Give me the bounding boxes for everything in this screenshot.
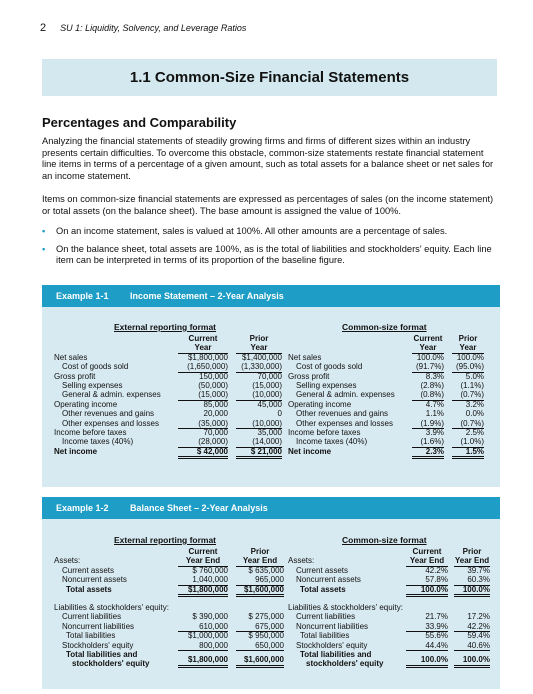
page-header (40, 22, 246, 34)
statement-row (288, 641, 492, 650)
current-value: 100.0% (406, 585, 448, 597)
statement-row (54, 603, 284, 612)
cs-balance-sheet: Current Prior Assets: Year End Year End Current assets 42.2% 39.7% Noncurrent assets 57.8% 60.3% Total assets 100.0% 100.0% Liabilities & stockholders' equity: Current liabilities 21.7% 17.2% Noncurrent liabilities 33.9% 42.2% Total liabilities 55.6% 59.4% Stockholders' equity 44.4% 40.6% Total liabilities and stockholders' equity 100.0% 100.0% (288, 547, 490, 669)
prior-value: $ 950,000 (248, 631, 284, 641)
page-number: 2 (40, 22, 47, 34)
page-title: 1.1 Common-Size Financial Statements (42, 59, 497, 96)
statement-row (54, 409, 282, 418)
row-label: Gross profit (288, 371, 330, 381)
row-label: Income before taxes (54, 427, 127, 437)
current-value: 21.7% (425, 612, 448, 622)
statement-row (288, 372, 488, 381)
statement-row (288, 585, 492, 594)
example-1-title: Income Statement – 2-Year Analysis (130, 291, 284, 301)
bullet-list (42, 226, 500, 273)
row-label: Total assets (66, 584, 112, 594)
current-percent: (2.8%) (420, 380, 444, 390)
prior-percent: 3.2% (465, 399, 484, 409)
bullet-icon: • (42, 243, 46, 254)
row-label: Operating income (54, 399, 118, 409)
statement-row (288, 447, 488, 456)
row-label: Income taxes (40%) (62, 437, 134, 447)
prior-value: 17.2% (467, 612, 490, 622)
current-percent: 3.9% (425, 427, 444, 437)
row-label: Noncurrent assets (62, 575, 127, 585)
prior-value: (15,000) (252, 380, 282, 390)
prior-value: (10,000) (236, 419, 282, 429)
prior-value: 100.0% (454, 585, 490, 597)
prior-percent: (0.7%) (452, 390, 484, 400)
example-1-box (42, 307, 500, 487)
prior-percent: (1.0%) (452, 437, 484, 447)
current-value: $ 390,000 (192, 612, 228, 622)
prior-percent: (0.7%) (452, 419, 484, 429)
statement-row (54, 428, 282, 437)
current-value: (35,000) (178, 419, 228, 429)
statement-row (288, 631, 492, 640)
bullet-item (42, 226, 500, 238)
statement-row (288, 603, 492, 612)
prior-value: 650,000 (236, 641, 284, 651)
prior-value: (10,000) (236, 390, 282, 400)
row-label: Stockholders' equity (62, 640, 134, 650)
spacer (288, 594, 492, 603)
current-value: (15,000) (178, 390, 228, 400)
prior-value: 39.7% (467, 565, 490, 575)
statement-row (288, 390, 488, 399)
row-label: Current assets (296, 565, 349, 575)
row-label: Total liabilities (300, 631, 350, 641)
prior-value: $1,400,000 (241, 352, 282, 362)
current-value: 20,000 (203, 409, 228, 419)
row-label: Other revenues and gains (62, 409, 155, 419)
current-value: $ 760,000 (192, 565, 228, 575)
cs-format-title: Common-size format (342, 322, 427, 332)
prior-value: 965,000 (236, 575, 284, 585)
example-2-title: Balance Sheet – 2-Year Analysis (130, 503, 268, 513)
current-value: 1,040,000 (178, 575, 228, 585)
paragraph-2: Items on common-size financial statements are expressed as percentages of sales (on the income statement) or total assets (on the balance sheet). The base amount is assigned the value of 100%. (42, 194, 494, 216)
statement-row (288, 419, 488, 428)
statement-row (288, 400, 488, 409)
ext-balance-sheet: Current Prior Assets: Year End Year End Current assets $ 760,000 $ 635,000 Noncurrent assets 1,040,000 965,000 Total assets $1,800,000 $1,600,000 Liabilities & stockholders' equity: Current liabilities $ 390,000 $ 275,000 Noncurrent liabilities 610,000 675,000 Total liabilities $1,000,000 $ 950,000 Stockholders' equity 800,000 650,000 Total liabilities and stockholders' equity $1,800,000 $1,600,000 (54, 547, 284, 669)
row-label: Net sales (288, 352, 322, 362)
current-percent: 2.3% (412, 447, 444, 459)
prior-value: 35,000 (257, 427, 282, 437)
prior-value: (14,000) (236, 437, 282, 447)
statement-row (54, 381, 282, 390)
current-percent: 8.3% (425, 371, 444, 381)
row-label: Operating income (288, 399, 352, 409)
statement-row (54, 390, 282, 399)
current-value: $1,800,000 (187, 352, 228, 362)
current-percent: 4.7% (425, 399, 444, 409)
statement-row (288, 409, 488, 418)
statement-row (54, 566, 284, 575)
section-label: Liabilities & stockholders' equity: (54, 602, 169, 612)
statement-row (288, 575, 492, 584)
section-label: Liabilities & stockholders' equity: (288, 602, 403, 612)
bullet-text: On the balance sheet, total assets are 100%, as is the total of liabilities and stockholders' equity. Each line item can be interpreted in terms of its proportion of the baseline figure. (56, 243, 492, 265)
row-label: Selling expenses (62, 380, 123, 390)
row-label: Total liabilities and (300, 649, 372, 659)
row-label: Cost of goods sold (62, 362, 129, 372)
statement-row (54, 362, 282, 371)
row-label: Net income (54, 446, 98, 456)
prior-value: 675,000 (236, 622, 284, 632)
bullet-text: On an income statement, sales is valued at 100%. All other amounts are a percentage of sales. (56, 226, 448, 236)
example-2-label: Example 1-2 (56, 503, 109, 513)
cs-format-title: Common-size format (342, 535, 427, 545)
statement-row (288, 622, 492, 631)
statement-row (54, 622, 284, 631)
row-label: General & admin. expenses (296, 390, 395, 400)
statement-row (288, 362, 488, 371)
current-percent: (0.8%) (412, 390, 444, 400)
prior-value: 100.0% (454, 655, 490, 667)
row-label: Total assets (300, 584, 346, 594)
statement-row (288, 428, 488, 437)
row-label: General & admin. expenses (62, 390, 161, 400)
row-label: Noncurrent assets (296, 575, 361, 585)
row-label: Current liabilities (296, 612, 356, 622)
statement-row (54, 641, 284, 650)
example-2-header (42, 497, 500, 519)
statement-row (288, 381, 488, 390)
prior-value: (1,330,000) (236, 362, 282, 372)
prior-value: 42.2% (454, 622, 490, 632)
current-value: 800,000 (178, 641, 228, 651)
current-value: 610,000 (178, 622, 228, 632)
statement-row (54, 612, 284, 621)
current-value: 33.9% (406, 622, 448, 632)
current-percent: 1.1% (425, 409, 444, 419)
statement-row (288, 566, 492, 575)
row-label: Noncurrent liabilities (62, 621, 135, 631)
row-label: Gross profit (54, 371, 96, 381)
row-label: Noncurrent liabilities (296, 621, 369, 631)
prior-value: $1,600,000 (236, 655, 284, 667)
current-value: 100.0% (406, 655, 448, 667)
bullet-icon: • (42, 226, 46, 236)
statement-row (54, 353, 282, 362)
cs-income-statement: Current Prior Year Year Net sales 100.0% 100.0% Cost of goods sold (91.7%) (95.0%) Gross profit 8.3% 5.0% Selling expenses (2.8%) (1.1%) General & admin. expenses (0.8%) (0.7%) Operating income 4.7% 3.2% Other revenues and gains 1.1% 0.0% Other expenses and losses (1.9%) (0.7%) Income before taxes 3.9% 2.5% Income taxes (40%) (1.6%) (1.0%) Net income 2.3% 1.5% (288, 334, 488, 456)
statement-row (288, 655, 492, 669)
current-value: $ 42,000 (178, 447, 228, 459)
prior-value: $ 275,000 (248, 612, 284, 622)
current-value: 44.4% (406, 641, 448, 651)
row-label: Selling expenses (296, 380, 357, 390)
statement-row (288, 437, 488, 446)
statement-row (54, 585, 284, 594)
prior-value: $ 635,000 (248, 565, 284, 575)
ext-income-statement: Current Prior Year Year Net sales $1,800,000 $1,400,000 Cost of goods sold (1,650,000) (1,330,000) Gross profit 150,000 70,000 Selling expenses (50,000) (15,000) General & admin. expenses (15,000) (10,000) Operating income 85,000 45,000 Other revenues and gains 20,000 0 Other expenses and losses (35,000) (10,000) Income before taxes 70,000 35,000 Income taxes (40%) (28,000) (14,000) Net income $ 42,000 $ 21,000 (54, 334, 282, 456)
statement-row (54, 419, 282, 428)
current-value: 55.6% (425, 631, 448, 641)
prior-value: 59.4% (467, 631, 490, 641)
row-label: Other expenses and losses (296, 418, 393, 428)
statement-row (54, 400, 282, 409)
current-value: 85,000 (203, 399, 228, 409)
current-percent: 100.0% (416, 352, 444, 362)
prior-percent: 0.0% (465, 409, 484, 419)
statement-row (54, 372, 282, 381)
prior-value: 0 (277, 409, 282, 419)
prior-value: $1,600,000 (236, 585, 284, 597)
prior-value: 40.6% (454, 641, 490, 651)
row-label: Current assets (62, 565, 115, 575)
statement-row (54, 655, 284, 669)
row-label: Total liabilities (66, 631, 116, 641)
statement-row (54, 447, 282, 456)
row-label: Income taxes (40%) (296, 437, 368, 447)
current-value: 150,000 (199, 371, 228, 381)
prior-percent: 5.0% (465, 371, 484, 381)
running-title: SU 1: Liquidity, Solvency, and Leverage Ratios (60, 23, 247, 33)
current-percent: (1.9%) (412, 419, 444, 429)
prior-percent: (95.0%) (452, 362, 484, 372)
prior-percent: 100.0% (456, 352, 484, 362)
current-value: (50,000) (198, 380, 228, 390)
prior-percent: 2.5% (465, 427, 484, 437)
statement-row (54, 575, 284, 584)
example-1-label: Example 1-1 (56, 291, 109, 301)
prior-value: 45,000 (257, 399, 282, 409)
current-value: (28,000) (178, 437, 228, 447)
current-value: 70,000 (203, 427, 228, 437)
row-label: Other expenses and losses (62, 418, 159, 428)
current-value: (1,650,000) (178, 362, 228, 372)
statement-row (54, 631, 284, 640)
prior-value: $ 21,000 (236, 447, 282, 459)
statement-row (54, 437, 282, 446)
example-2-box (42, 519, 500, 689)
current-percent: (91.7%) (412, 362, 444, 372)
row-label: Net sales (54, 352, 88, 362)
current-value: $1,000,000 (187, 631, 228, 641)
row-label: stockholders' equity (72, 659, 150, 669)
statement-row (288, 353, 488, 362)
spacer (54, 594, 284, 603)
prior-value: 70,000 (257, 371, 282, 381)
example-1-header (42, 285, 500, 307)
prior-value: 60.3% (454, 575, 490, 585)
prior-percent: 1.5% (452, 447, 484, 459)
current-value: $1,800,000 (178, 585, 228, 597)
current-value: $1,800,000 (178, 655, 228, 667)
current-percent: (1.6%) (412, 437, 444, 447)
ext-format-title: External reporting format (114, 322, 217, 332)
row-label: Net income (288, 446, 332, 456)
current-value: 57.8% (406, 575, 448, 585)
statement-row (288, 612, 492, 621)
row-label: Total liabilities and (66, 649, 138, 659)
row-label: Current liabilities (62, 612, 122, 622)
row-label: Stockholders' equity (296, 640, 368, 650)
ext-format-title: External reporting format (114, 535, 217, 545)
row-label: Income before taxes (288, 427, 361, 437)
bullet-item (42, 244, 500, 267)
row-label: Other revenues and gains (296, 409, 389, 419)
section-heading: Percentages and Comparability (42, 115, 237, 130)
current-value: 42.2% (425, 565, 448, 575)
paragraph-1: Analyzing the financial statements of steadily growing firms and firms of different sizes within an industry presents certain difficulties. To overcome this obstacle, common-size statements restate financial statement line items in terms of a percentage of a given amount, such as total assets for a balance sheet or net sales for an income statement. (42, 136, 494, 181)
row-label: Cost of goods sold (296, 362, 363, 372)
row-label: stockholders' equity (306, 659, 384, 669)
prior-percent: (1.1%) (460, 380, 484, 390)
